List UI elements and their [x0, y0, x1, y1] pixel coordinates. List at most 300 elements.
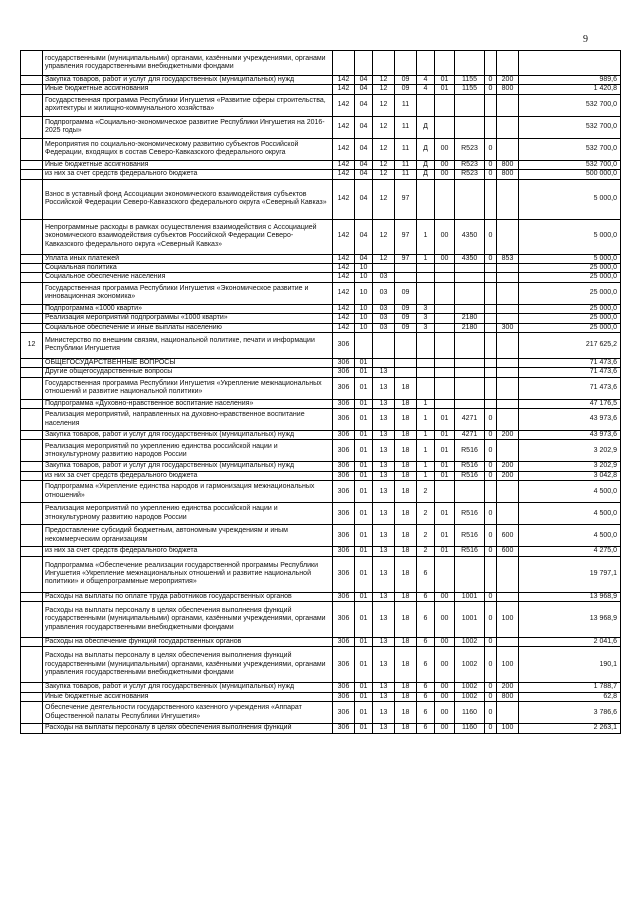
row-name-cell: Государственная программа Республики Ингушетия «Укрепление межнациональных отношений и развитие национальной политики» — [43, 377, 333, 399]
row-code-cell — [497, 377, 519, 399]
row-code-cell: 01 — [435, 409, 455, 431]
table-row — [21, 254, 621, 263]
row-code-cell — [485, 304, 497, 313]
row-code-cell: 04 — [355, 179, 373, 219]
row-code-cell — [485, 282, 497, 304]
table-row — [21, 263, 621, 272]
row-code-cell: 04 — [355, 116, 373, 138]
row-code-cell: 1002 — [455, 638, 485, 647]
row-code-cell: 13 — [373, 377, 395, 399]
row-code-cell: 97 — [395, 179, 417, 219]
row-code-cell: 12 — [373, 94, 395, 116]
row-code-cell: 4271 — [455, 431, 485, 440]
row-code-cell: 306 — [333, 638, 355, 647]
row-sum-cell: 989,6 — [519, 76, 621, 85]
row-code-cell: 18 — [395, 431, 417, 440]
row-code-cell — [435, 282, 455, 304]
row-code-cell — [21, 602, 43, 638]
row-code-cell: 2 — [417, 481, 435, 503]
row-sum-cell: 2 041,6 — [519, 638, 621, 647]
row-code-cell — [485, 323, 497, 332]
row-code-cell: 800 — [497, 160, 519, 169]
row-code-cell: 6 — [417, 592, 435, 601]
row-sum-cell: 2 263,1 — [519, 724, 621, 733]
row-code-cell — [435, 51, 455, 76]
table-row — [21, 323, 621, 332]
table-row — [21, 377, 621, 399]
row-code-cell: 306 — [333, 602, 355, 638]
row-code-cell — [485, 377, 497, 399]
row-code-cell: 13 — [373, 638, 395, 647]
row-code-cell — [435, 314, 455, 323]
row-name-cell: Подпрограмма «Укрепление единства народов и гармонизация межнациональных отношений» — [43, 481, 333, 503]
row-sum-cell: 1 420,8 — [519, 85, 621, 94]
row-name-cell: из них за счет средств федерального бюджета — [43, 170, 333, 179]
row-name-cell: Министерство по внешним связям, национальной политике, печати и информации Республики Ингушетия — [43, 332, 333, 358]
row-code-cell — [485, 399, 497, 408]
row-code-cell: 142 — [333, 273, 355, 282]
row-code-cell — [355, 332, 373, 358]
row-code-cell: 300 — [497, 323, 519, 332]
row-code-cell: 01 — [435, 462, 455, 471]
row-code-cell: R523 — [455, 138, 485, 160]
row-sum-cell: 4 500,0 — [519, 525, 621, 547]
row-code-cell — [21, 431, 43, 440]
row-code-cell: 01 — [355, 399, 373, 408]
row-code-cell: R516 — [455, 440, 485, 462]
row-code-cell: 800 — [497, 170, 519, 179]
row-code-cell: 2 — [417, 547, 435, 556]
table-row — [21, 94, 621, 116]
row-code-cell: R516 — [455, 471, 485, 480]
row-code-cell: R516 — [455, 462, 485, 471]
table-row — [21, 481, 621, 503]
row-code-cell — [21, 85, 43, 94]
row-code-cell: 12 — [373, 170, 395, 179]
row-code-cell — [21, 304, 43, 313]
row-code-cell — [455, 51, 485, 76]
row-name-cell: Непрограммные расходы в рамках осуществления взаимодействия с Ассоциацией экономического взаимодействия субъектов Российской Федерации Северо-Кавказского федерального округа «Северный Кавказ» — [43, 219, 333, 254]
row-code-cell: 09 — [395, 304, 417, 313]
row-code-cell — [497, 638, 519, 647]
row-code-cell — [373, 332, 395, 358]
row-sum-cell: 5 000,0 — [519, 219, 621, 254]
row-code-cell — [373, 358, 395, 367]
row-code-cell: 0 — [485, 219, 497, 254]
row-code-cell: 10 — [355, 263, 373, 272]
row-name-cell: Расходы на выплаты персоналу в целях обеспечения выполнения функций — [43, 724, 333, 733]
row-code-cell: 12 — [373, 254, 395, 263]
row-code-cell: 13 — [373, 602, 395, 638]
row-code-cell: 00 — [435, 724, 455, 733]
row-code-cell: 800 — [497, 85, 519, 94]
row-code-cell: 03 — [373, 273, 395, 282]
row-code-cell: 04 — [355, 76, 373, 85]
row-code-cell — [417, 358, 435, 367]
row-code-cell: 0 — [485, 462, 497, 471]
table-row — [21, 170, 621, 179]
row-code-cell: 18 — [395, 503, 417, 525]
row-code-cell: 01 — [435, 525, 455, 547]
row-code-cell: 97 — [395, 219, 417, 254]
row-sum-cell: 3 202,9 — [519, 440, 621, 462]
row-code-cell — [455, 179, 485, 219]
row-code-cell — [485, 94, 497, 116]
row-code-cell — [21, 282, 43, 304]
row-code-cell: 0 — [485, 602, 497, 638]
row-code-cell: 142 — [333, 138, 355, 160]
row-code-cell: 1 — [417, 219, 435, 254]
row-code-cell: 13 — [373, 409, 395, 431]
row-code-cell: 0 — [485, 547, 497, 556]
row-code-cell: 18 — [395, 471, 417, 480]
row-name-cell: Закупка товаров, работ и услуг для государственных (муниципальных) нужд — [43, 76, 333, 85]
row-code-cell — [21, 547, 43, 556]
row-name-cell: Расходы на выплаты персоналу в целях обеспечения выполнения функций государственными (муниципальными) органами, казёнными учреждениями, органами управления государственными внебюджетными фондами — [43, 602, 333, 638]
row-sum-cell: 217 625,2 — [519, 332, 621, 358]
row-code-cell: 1002 — [455, 692, 485, 701]
row-code-cell: 100 — [497, 647, 519, 683]
row-code-cell: 0 — [485, 724, 497, 733]
row-name-cell: Реализация мероприятий по укреплению единства российской нации и этнокультурному развитию народов России — [43, 503, 333, 525]
row-sum-cell: 4 275,0 — [519, 547, 621, 556]
row-code-cell — [395, 332, 417, 358]
row-code-cell: 142 — [333, 170, 355, 179]
page-number: 9 — [583, 34, 588, 45]
row-code-cell: 18 — [395, 592, 417, 601]
row-code-cell: 1 — [417, 399, 435, 408]
row-code-cell: 306 — [333, 592, 355, 601]
table-row — [21, 724, 621, 733]
row-code-cell: 0 — [485, 431, 497, 440]
row-code-cell: 18 — [395, 440, 417, 462]
row-code-cell — [21, 323, 43, 332]
row-code-cell — [435, 399, 455, 408]
row-code-cell: 01 — [355, 683, 373, 692]
row-code-cell: 4 — [417, 76, 435, 85]
table-row — [21, 525, 621, 547]
row-sum-cell: 4 500,0 — [519, 481, 621, 503]
row-code-cell — [435, 273, 455, 282]
row-code-cell — [21, 273, 43, 282]
row-sum-cell: 13 968,9 — [519, 592, 621, 601]
row-code-cell: 142 — [333, 314, 355, 323]
row-name-cell: Иные бюджетные ассигнования — [43, 692, 333, 701]
row-code-cell — [497, 263, 519, 272]
row-code-cell — [21, 314, 43, 323]
row-name-cell: Социальная политика — [43, 263, 333, 272]
table-row — [21, 462, 621, 471]
row-code-cell — [497, 314, 519, 323]
row-code-cell: 0 — [485, 254, 497, 263]
row-code-cell — [455, 358, 485, 367]
row-code-cell — [435, 556, 455, 592]
row-code-cell — [455, 304, 485, 313]
row-code-cell: 01 — [355, 377, 373, 399]
row-sum-cell: 25 000,0 — [519, 323, 621, 332]
row-code-cell — [455, 332, 485, 358]
row-code-cell: 1155 — [455, 85, 485, 94]
row-sum-cell: 25 000,0 — [519, 282, 621, 304]
table-row — [21, 138, 621, 160]
row-code-cell: 00 — [435, 219, 455, 254]
row-code-cell — [417, 263, 435, 272]
row-code-cell — [395, 263, 417, 272]
table-row — [21, 409, 621, 431]
row-code-cell: 10 — [355, 282, 373, 304]
row-code-cell: 306 — [333, 471, 355, 480]
row-sum-cell: 25 000,0 — [519, 314, 621, 323]
row-code-cell — [21, 138, 43, 160]
row-code-cell: 12 — [373, 179, 395, 219]
row-code-cell: 13 — [373, 471, 395, 480]
row-code-cell: 1155 — [455, 76, 485, 85]
row-code-cell: 6 — [417, 647, 435, 683]
row-sum-cell: 5 000,0 — [519, 179, 621, 219]
row-code-cell: 0 — [485, 440, 497, 462]
row-name-cell: Подпрограмма «Обеспечение реализации государственной программы Республики Ингушетия «Укрепление межнациональных отношений и развитие национальной политики» и общепрограммные мероприятия» — [43, 556, 333, 592]
row-code-cell: 600 — [497, 525, 519, 547]
row-code-cell: 0 — [485, 503, 497, 525]
row-code-cell — [417, 51, 435, 76]
row-name-cell: Закупка товаров, работ и услуг для государственных (муниципальных) нужд — [43, 431, 333, 440]
row-name-cell: Государственная программа Республики Ингушетия «Развитие сферы строительства, архитектуры и жилищно-коммунального хозяйства» — [43, 94, 333, 116]
row-code-cell — [497, 440, 519, 462]
row-code-cell: 01 — [355, 592, 373, 601]
table-row — [21, 692, 621, 701]
row-code-cell: 306 — [333, 462, 355, 471]
row-code-cell — [21, 263, 43, 272]
row-code-cell — [21, 724, 43, 733]
row-code-cell — [497, 332, 519, 358]
table-row — [21, 592, 621, 601]
row-code-cell — [455, 377, 485, 399]
row-code-cell: 142 — [333, 219, 355, 254]
row-sum-cell: 1 788,7 — [519, 683, 621, 692]
row-code-cell: 142 — [333, 304, 355, 313]
row-code-cell: 01 — [355, 547, 373, 556]
row-sum-cell: 25 000,0 — [519, 263, 621, 272]
table-row — [21, 76, 621, 85]
row-code-cell — [497, 399, 519, 408]
row-code-cell: 306 — [333, 525, 355, 547]
row-code-cell: 04 — [355, 254, 373, 263]
row-name-cell: Обеспечение деятельности государственного казенного учреждения «Аппарат Общественной палаты Республики Ингушетия» — [43, 702, 333, 724]
row-name-cell: из них за счет средств федерального бюджета — [43, 547, 333, 556]
row-code-cell — [417, 94, 435, 116]
row-code-cell — [497, 481, 519, 503]
row-code-cell: 13 — [373, 525, 395, 547]
row-code-cell — [21, 638, 43, 647]
row-code-cell: 6 — [417, 556, 435, 592]
row-code-cell: 306 — [333, 702, 355, 724]
row-code-cell — [485, 179, 497, 219]
row-code-cell: 01 — [355, 409, 373, 431]
row-code-cell: 0 — [485, 76, 497, 85]
row-name-cell: ОБЩЕГОСУДАРСТВЕННЫЕ ВОПРОСЫ — [43, 358, 333, 367]
row-code-cell: 01 — [355, 481, 373, 503]
row-code-cell: 306 — [333, 431, 355, 440]
row-code-cell — [21, 647, 43, 683]
row-sum-cell: 532 700,0 — [519, 116, 621, 138]
row-code-cell: 13 — [373, 462, 395, 471]
row-code-cell: R516 — [455, 525, 485, 547]
row-sum-cell: 532 700,0 — [519, 94, 621, 116]
row-code-cell — [21, 481, 43, 503]
row-code-cell: R523 — [455, 170, 485, 179]
row-code-cell: 01 — [355, 462, 373, 471]
row-sum-cell: 4 500,0 — [519, 503, 621, 525]
row-code-cell: 142 — [333, 85, 355, 94]
table-row — [21, 179, 621, 219]
row-code-cell: 2 — [417, 525, 435, 547]
row-code-cell: 00 — [435, 160, 455, 169]
row-code-cell: 13 — [373, 724, 395, 733]
row-sum-cell: 25 000,0 — [519, 273, 621, 282]
row-code-cell: 200 — [497, 431, 519, 440]
row-code-cell: 18 — [395, 556, 417, 592]
row-code-cell: 6 — [417, 638, 435, 647]
row-name-cell: Иные бюджетные ассигнования — [43, 160, 333, 169]
row-code-cell: 306 — [333, 503, 355, 525]
table-row — [21, 647, 621, 683]
row-code-cell: 0 — [485, 138, 497, 160]
row-code-cell — [21, 702, 43, 724]
row-code-cell: 10 — [355, 273, 373, 282]
row-name-cell: Социальное обеспечение и иные выплаты населению — [43, 323, 333, 332]
table-row — [21, 273, 621, 282]
row-code-cell: 6 — [417, 724, 435, 733]
row-code-cell: 853 — [497, 254, 519, 263]
row-code-cell — [417, 282, 435, 304]
row-code-cell: 11 — [395, 116, 417, 138]
row-code-cell: 0 — [485, 409, 497, 431]
row-code-cell — [21, 409, 43, 431]
row-code-cell: 4350 — [455, 219, 485, 254]
row-code-cell: 1 — [417, 431, 435, 440]
row-code-cell: 1 — [417, 471, 435, 480]
row-sum-cell: 71 473,6 — [519, 358, 621, 367]
row-code-cell — [21, 358, 43, 367]
row-code-cell — [21, 503, 43, 525]
row-code-cell: 04 — [355, 160, 373, 169]
row-code-cell — [435, 304, 455, 313]
row-name-cell: из них за счет средств федерального бюджета — [43, 471, 333, 480]
row-code-cell: 0 — [485, 592, 497, 601]
row-name-cell: Расходы на выплаты по оплате труда работников государственных органов — [43, 592, 333, 601]
row-code-cell — [497, 592, 519, 601]
row-code-cell: 01 — [435, 85, 455, 94]
row-code-cell: 10 — [355, 304, 373, 313]
row-code-cell: 13 — [373, 647, 395, 683]
row-code-cell — [395, 368, 417, 377]
row-code-cell — [21, 94, 43, 116]
row-code-cell: 3 — [417, 304, 435, 313]
row-code-cell: 13 — [373, 692, 395, 701]
row-code-cell: 18 — [395, 547, 417, 556]
row-code-cell: 18 — [395, 638, 417, 647]
row-code-cell — [21, 116, 43, 138]
row-code-cell: 01 — [435, 503, 455, 525]
row-code-cell: 03 — [373, 314, 395, 323]
row-code-cell — [455, 481, 485, 503]
row-code-cell: 00 — [435, 254, 455, 263]
row-code-cell: 1160 — [455, 702, 485, 724]
row-code-cell: R523 — [455, 160, 485, 169]
row-code-cell: 01 — [355, 647, 373, 683]
row-code-cell: 18 — [395, 683, 417, 692]
row-code-cell — [485, 51, 497, 76]
row-code-cell: 0 — [485, 85, 497, 94]
row-sum-cell: 43 973,6 — [519, 431, 621, 440]
row-code-cell: 13 — [373, 592, 395, 601]
table-row — [21, 85, 621, 94]
row-code-cell — [21, 179, 43, 219]
row-code-cell: 306 — [333, 377, 355, 399]
row-code-cell: 10 — [355, 314, 373, 323]
row-code-cell: 4 — [417, 85, 435, 94]
row-code-cell: 6 — [417, 692, 435, 701]
row-code-cell: 01 — [435, 547, 455, 556]
row-name-cell: государственными (муниципальными) органами, казёнными учреждениями, органами управления государственными внебюджетными фондами — [43, 51, 333, 76]
row-code-cell: Д — [417, 138, 435, 160]
row-code-cell: 18 — [395, 409, 417, 431]
row-code-cell: 01 — [435, 471, 455, 480]
row-code-cell: 00 — [435, 602, 455, 638]
row-code-cell: 200 — [497, 76, 519, 85]
row-code-cell: 800 — [497, 692, 519, 701]
row-name-cell: Взнос в уставный фонд Ассоциации экономического взаимодействия субъектов Российской Федерации Северо-Кавказского федерального округа «Северный Кавказ» — [43, 179, 333, 219]
row-name-cell: Мероприятия по социально-экономическому развитию субъектов Российской Федерации, входящих в состав Северо-Кавказского федерального округа — [43, 138, 333, 160]
row-code-cell — [21, 377, 43, 399]
row-code-cell: 0 — [485, 471, 497, 480]
row-code-cell: 3 — [417, 323, 435, 332]
row-code-cell — [435, 179, 455, 219]
row-code-cell: 11 — [395, 138, 417, 160]
row-code-cell — [21, 219, 43, 254]
row-code-cell: 01 — [355, 368, 373, 377]
row-code-cell — [435, 263, 455, 272]
row-code-cell — [455, 556, 485, 592]
row-code-cell: 18 — [395, 602, 417, 638]
row-code-cell: 1001 — [455, 592, 485, 601]
row-code-cell — [497, 138, 519, 160]
row-sum-cell: 3 786,6 — [519, 702, 621, 724]
row-code-cell — [485, 368, 497, 377]
row-code-cell — [417, 377, 435, 399]
row-code-cell: 1 — [417, 462, 435, 471]
row-code-cell — [435, 368, 455, 377]
row-code-cell — [455, 368, 485, 377]
row-sum-cell — [519, 51, 621, 76]
row-code-cell: 13 — [373, 547, 395, 556]
row-code-cell — [21, 160, 43, 169]
row-sum-cell: 5 000,0 — [519, 254, 621, 263]
row-sum-cell: 47 176,5 — [519, 399, 621, 408]
row-code-cell: Д — [417, 170, 435, 179]
row-code-cell: 0 — [485, 683, 497, 692]
table-row — [21, 282, 621, 304]
row-code-cell: 142 — [333, 179, 355, 219]
row-code-cell: 13 — [373, 368, 395, 377]
row-code-cell: 306 — [333, 399, 355, 408]
row-code-cell: 18 — [395, 692, 417, 701]
row-code-cell — [373, 51, 395, 76]
row-code-cell: 01 — [355, 702, 373, 724]
row-code-cell — [485, 263, 497, 272]
table-row — [21, 440, 621, 462]
row-sum-cell: 532 700,0 — [519, 160, 621, 169]
